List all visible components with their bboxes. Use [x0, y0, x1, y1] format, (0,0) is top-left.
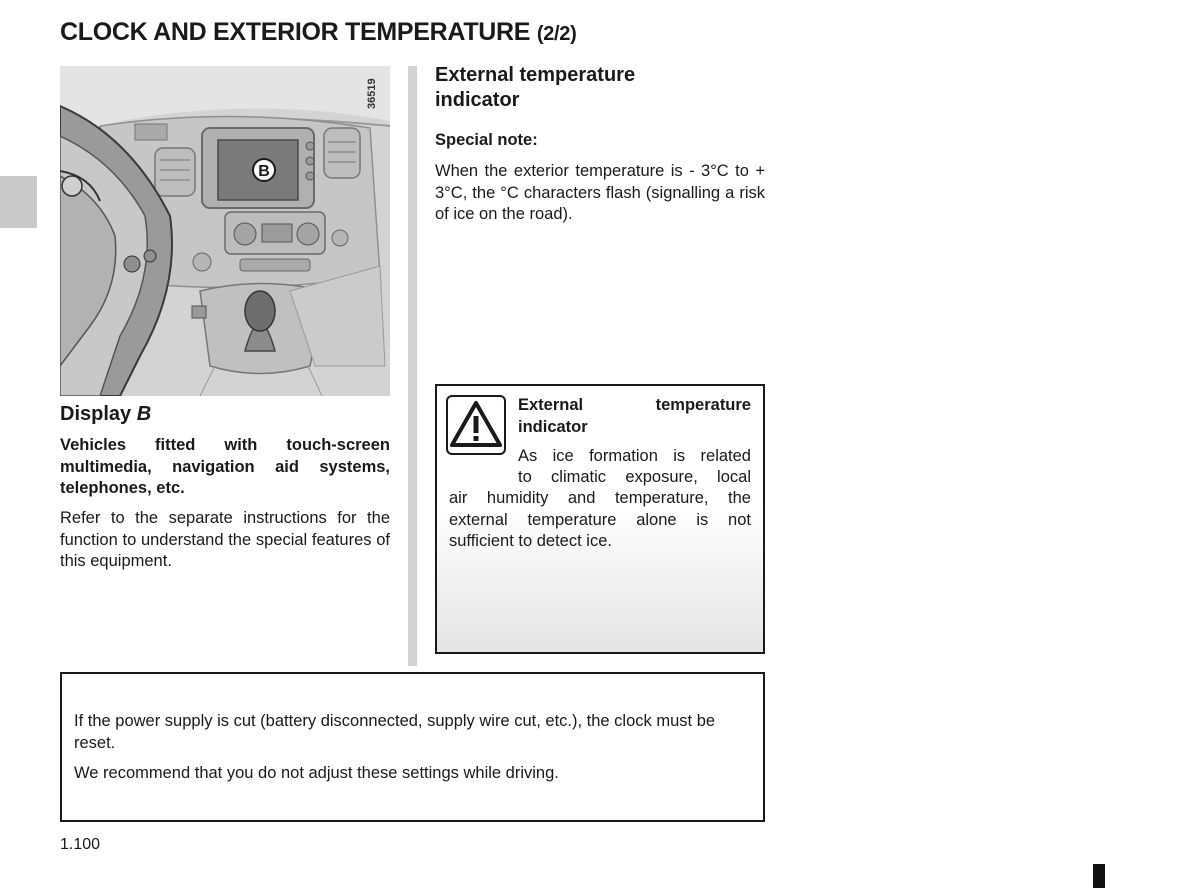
page-title: [60, 18, 576, 47]
callout-label: B: [258, 163, 270, 180]
ext-temp-heading-line1: External temperature: [435, 64, 636, 86]
note-para-1: If the power supply is cut (battery disconnected, supply wire cut, etc.), the clock must be reset.: [74, 712, 716, 752]
ext-temp-body: When the exterior temperature is - 3°C to + 3°C, the °C characters flash (signalling a risk of ice on the road).: [435, 162, 765, 223]
warning-body-line2: to climatic exposure, local: [518, 468, 751, 486]
display-heading-letter: B: [136, 403, 152, 425]
warning-title: External temperature indicator: [518, 396, 751, 436]
figure-reference-code: 36519: [366, 78, 378, 110]
page-title-text: CLOCK AND EXTERIOR TEMPERATURE: [60, 18, 531, 46]
dashboard-illustration: [60, 66, 390, 396]
column-divider: [408, 66, 417, 666]
chapter-tab: [0, 176, 37, 228]
display-heading: [60, 402, 151, 427]
display-intro: Vehicles fitted with touch-screen multimedia, navigation aid systems, telephones, etc.: [60, 436, 390, 497]
page-number: 1.100: [60, 836, 101, 853]
display-heading-prefix: Display: [60, 403, 137, 425]
warning-body-line1: As ice formation is related: [518, 447, 751, 465]
display-body: Refer to the separate instructions for the function to understand the special features of this equipment.: [60, 509, 390, 570]
ext-temp-heading-line2: indicator: [435, 89, 520, 111]
note-para-2: We recommend that you do not adjust these settings while driving.: [74, 764, 559, 782]
warning-triangle-icon: [446, 395, 506, 455]
ext-temp-heading: [435, 63, 635, 113]
dashboard-drawing: [60, 66, 390, 396]
page-part-indicator: (2/2): [536, 23, 577, 45]
special-note-label: Special note:: [435, 131, 538, 149]
page-corner-mark: [1093, 864, 1105, 888]
warning-body-rest: air humidity and temperature, the external temperature alone is not sufficient to detect ice.: [449, 489, 751, 550]
